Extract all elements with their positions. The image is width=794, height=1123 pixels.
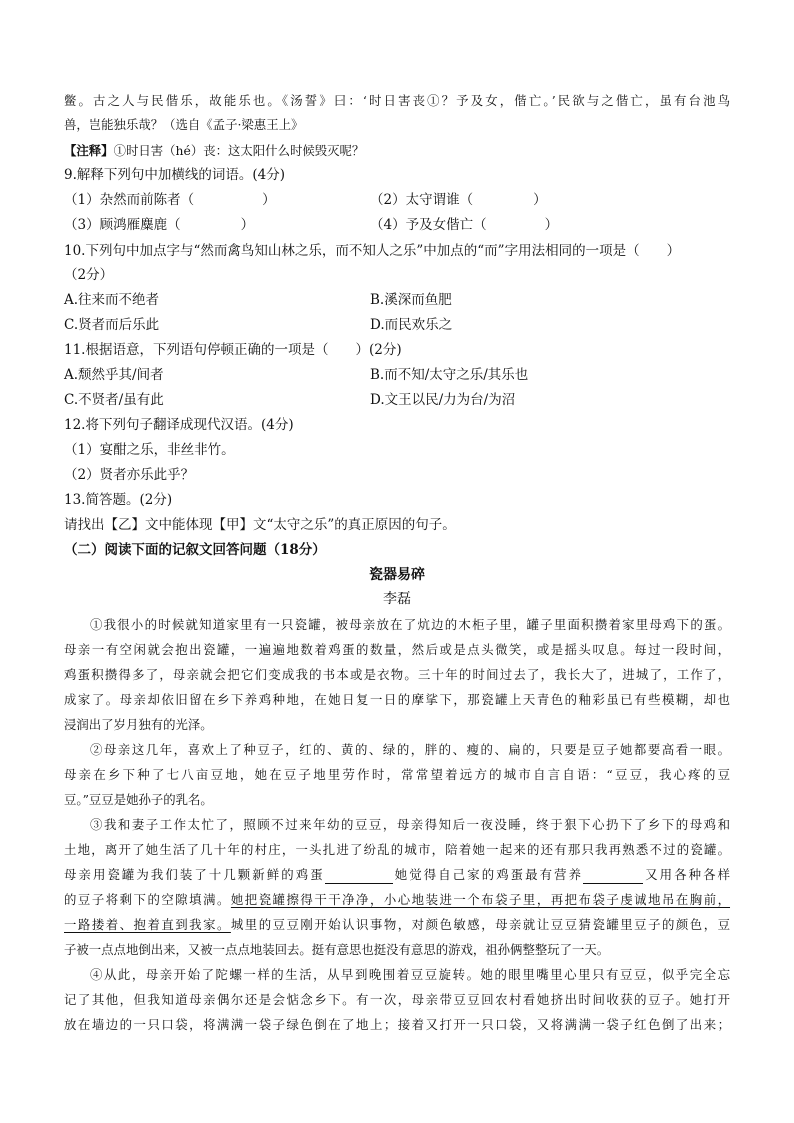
paragraph-3-line-1: ③我和妻子工作太忙了，照顾不过来年幼的豆豆，母亲得知后一夜没睡，终于狠下心扔下了乡下的母鸡和 [90, 817, 730, 832]
question-12-stem: 12.将下列句子翻译成现代汉语。(4分) [64, 417, 294, 433]
question-12-item-1: （1）宴酣之乐，非丝非竹。 [64, 442, 235, 458]
question-9-stem: 9.解释下列句中加横线的词语。(4分) [64, 167, 286, 183]
annotation-label: 【注释】 [64, 143, 114, 158]
question-10-score: （2分） [64, 267, 114, 283]
paragraph-1-line-5: 浸润出了岁月独有的光泽。 [64, 717, 213, 732]
paragraph-1-line-4: 成家了。母亲却依旧留在乡下养鸡种地，在她日复一日的摩挲下，那瓷罐上天青色的釉彩虽已有些模糊，却也 [64, 692, 730, 707]
item-text: 顾鸿雁麋鹿（ [99, 217, 181, 233]
question-11-option-b: B.而不知/太守之乐/其乐也 [370, 367, 529, 383]
sentence-part: 她觉得自己家的鸡蛋最有营养 [392, 867, 584, 882]
item-number: （2） [370, 192, 406, 208]
underlined-sentence: 一路搂着、抱着直到我家。 [64, 917, 231, 932]
paragraph-4-line-2: 记了其他，但我知道母亲偶尔还是会惦念乡下。有一次，母亲带豆豆回农村看她挤出时间收获的豆子。她打开 [64, 992, 730, 1007]
question-11-option-c: C.不贤者/虽有此 [64, 392, 164, 408]
question-10-option-b: B.溪深而鱼肥 [370, 292, 452, 308]
question-10-option-a: A.往来而不绝者 [64, 292, 160, 308]
item-close: ） [240, 217, 255, 233]
paragraph-1-line-2: 母亲一有空闲就会抱出瓷罐，一遍遍地数着鸡蛋的数量，然后或是点头微笑，或是摇头叹息。每过一段时间， [64, 642, 730, 657]
paragraph-2-line-2: 母亲在乡下种了七八亩豆地，她在豆子地里劳作时，常常望着远方的城市自言自语：“豆豆，我心疼的豆 [64, 767, 730, 782]
paragraph-3-line-5 [64, 916, 730, 934]
question-10-stem: 10.下列句中加点字与“然而禽鸟知山林之乐，而不知人之乐”中加点的“而”字用法相同的一项是（ ） [64, 243, 681, 259]
question-10-option-c: C.贤者而后乐此 [64, 317, 160, 333]
question-13-text: 请找出【乙】文中能体现【甲】文“太守之乐”的真正原因的句子。 [64, 517, 456, 533]
fill-blank-2[interactable] [583, 869, 643, 884]
sentence-part: 又用各种各样 [643, 867, 731, 882]
sentence-part: 城里的豆豆刚开始认识事物，对颜色敏感，母亲就让豆豆猜瓷罐里豆子的颜色，豆 [230, 917, 731, 932]
sentence-part: 的豆子将剩下的空隙填满。 [64, 892, 231, 907]
item-close: ） [533, 192, 547, 208]
question-9-item-2 [370, 191, 730, 209]
fill-blank-1[interactable] [325, 869, 393, 884]
section-2-heading: （二）阅读下面的记叙文回答问题（18分） [64, 542, 326, 558]
question-13-stem: 13.简答题。(2分) [64, 492, 173, 508]
paragraph-1-line-1: ①我很小的时候就知道家里有一只瓷罐，被母亲放在了炕边的木柜子里，罐子里面积攒着家里母鸡下的蛋。 [90, 617, 730, 632]
question-11-stem: 11.根据语意，下列语句停顿正确的一项是（ ）(2分) [64, 342, 402, 358]
underlined-sentence: 她把瓷罐擦得干干净净，小心地装进一个布袋子里，再把布袋子虔诚地吊在胸前， [230, 892, 731, 907]
item-text: 予及女偕亡（ [405, 217, 487, 233]
question-10-option-d: D.而民欢乐之 [370, 317, 453, 333]
story-author: 李磊 [383, 591, 411, 607]
annotation-note [64, 142, 730, 160]
item-number: （4） [370, 217, 406, 233]
paragraph-3-line-3 [64, 866, 730, 884]
paragraph-1-line-3: 鸡蛋积攒得多了，母亲就会把它们变成我的书本或是衣物。三十年的时间过去了，我长大了，进城了，工作了， [64, 667, 730, 682]
sentence-part: 母亲用瓷罐为我们装了十几颗新鲜的鸡蛋 [64, 867, 325, 882]
question-12-item-2: （2）贤者亦乐此乎？ [64, 467, 195, 483]
item-number: （1） [64, 192, 100, 208]
paragraph-3-line-4 [64, 891, 730, 909]
item-close: ） [544, 217, 559, 233]
classical-text-line-1: 鳖。古之人与民偕乐，故能乐也。《汤誓》曰：‘时日害丧①？予及女，偕亡。’民欲与之偕亡，虽有台池鸟 [64, 93, 730, 108]
item-text: 太守谓谁（ [405, 192, 474, 208]
question-9-item-4 [370, 216, 730, 234]
paragraph-2-line-3: 豆。”豆豆是她孙子的乳名。 [64, 792, 213, 807]
item-number: （3） [64, 217, 100, 233]
paragraph-2-line-1: ②母亲这几年，喜欢上了种豆子，红的、黄的、绿的，胖的、瘦的、扁的，只要是豆子她都要高看一眼。 [90, 742, 730, 757]
item-text: 杂然而前陈者（ [99, 192, 195, 208]
paragraph-3-line-2: 土地，离开了她生活了几十年的村庄，一头扎进了纷乱的城市，陪着她一起来的还有那只我再熟悉不过的瓷罐。 [64, 842, 730, 857]
classical-text-line-2: 兽，岂能独乐哉？（选自《孟子·梁惠王上》 [64, 117, 304, 132]
paragraph-3-line-6: 子被一点点地倒出来，又被一点点地装回去。挺有意思也挺没有意思的游戏，祖孙俩整整玩了一天。 [64, 942, 610, 957]
question-11-option-d: D.文王以民/力为台/为沼 [370, 392, 516, 408]
annotation-text: ①时日害（hé）丧：这太阳什么时候毁灭呢？ [113, 143, 365, 158]
question-11-option-a: A.颓然乎其/间者 [64, 367, 164, 383]
story-title: 瓷器易碎 [369, 567, 425, 583]
paragraph-4-line-1: ④从此，母亲开始了陀螺一样的生活，从早到晚围着豆豆旋转。她的眼里嘴里心里只有豆豆，似乎完全忘 [90, 967, 730, 982]
paragraph-4-line-3: 放在墙边的一只口袋，将满满一袋子绿色倒在了地上；接着又打开一只口袋，又将满满一袋子红色倒了出来； [64, 1017, 730, 1032]
item-close: ） [262, 192, 276, 208]
